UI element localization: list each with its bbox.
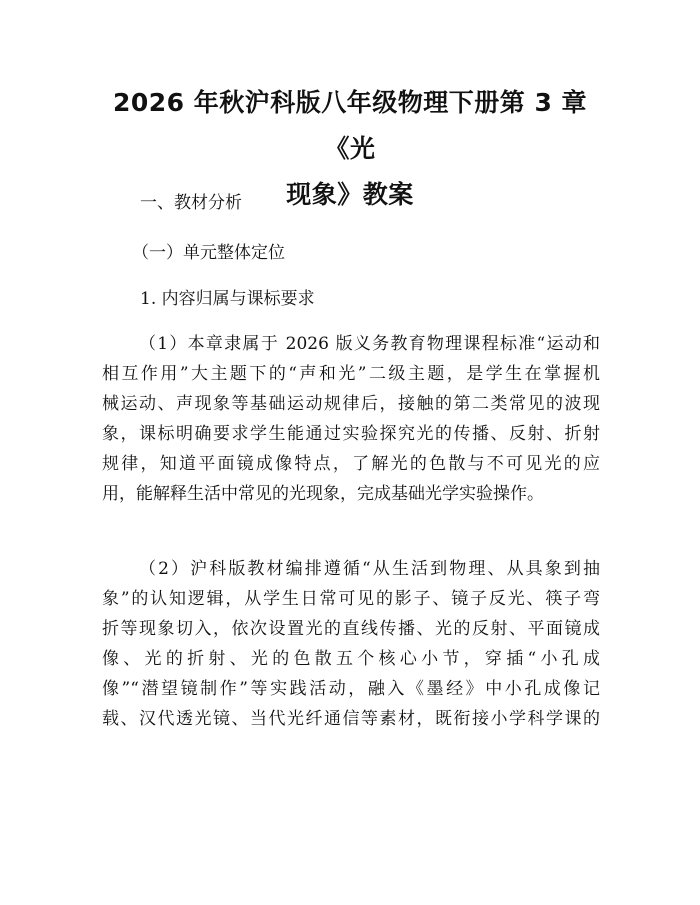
paragraph-1 bbox=[102, 329, 600, 509]
title-line-1: 2026 年秋沪科版八年级物理下册第 3 章《光 bbox=[112, 88, 588, 163]
paragraph-line: 载、汉代透光镜、当代光纤通信等素材，既衔接小学科学课的 bbox=[102, 709, 600, 729]
paragraph-2 bbox=[102, 554, 600, 734]
paragraph-line: 像”“潜望镜制作”等实践活动，融入《墨经》中小孔成像记 bbox=[102, 679, 600, 699]
paragraph-line: （1）本章隶属于 2026 版义务教育物理课程标准“运动和 bbox=[139, 334, 600, 354]
paragraph-line: 规律，知道平面镜成像特点，了解光的色散与不可见光的应 bbox=[102, 454, 600, 474]
paragraph-line: 用，能解释生活中常见的光现象，完成基础光学实验操作。 bbox=[102, 484, 544, 504]
subsection-heading: （一）单元整体定位 bbox=[132, 243, 285, 263]
paragraph-line: 械运动、声现象等基础运动规律后，接触的第二类常见的波现 bbox=[102, 394, 600, 414]
paragraph-line: （2）沪科版教材编排遵循“从生活到物理、从具象到抽 bbox=[139, 559, 600, 579]
section-heading: 一、教材分析 bbox=[140, 193, 242, 213]
paragraph-line: 像、光的折射、光的色散五个核心小节，穿插“小孔成 bbox=[102, 649, 600, 669]
paragraph-line: 象，课标明确要求学生能通过实验探究光的传播、反射、折射 bbox=[102, 424, 600, 444]
item-heading: 1. 内容归属与课标要求 bbox=[140, 289, 315, 309]
paragraph-line: 折等现象切入，依次设置光的直线传播、光的反射、平面镜成 bbox=[102, 619, 600, 639]
paragraph-line: 相互作用”大主题下的“声和光”二级主题，是学生在掌握机 bbox=[102, 364, 600, 384]
paragraph-line: 象”的认知逻辑，从学生日常可见的影子、镜子反光、筷子弯 bbox=[102, 589, 600, 609]
title-line-2: 现象》教案 bbox=[286, 180, 414, 209]
